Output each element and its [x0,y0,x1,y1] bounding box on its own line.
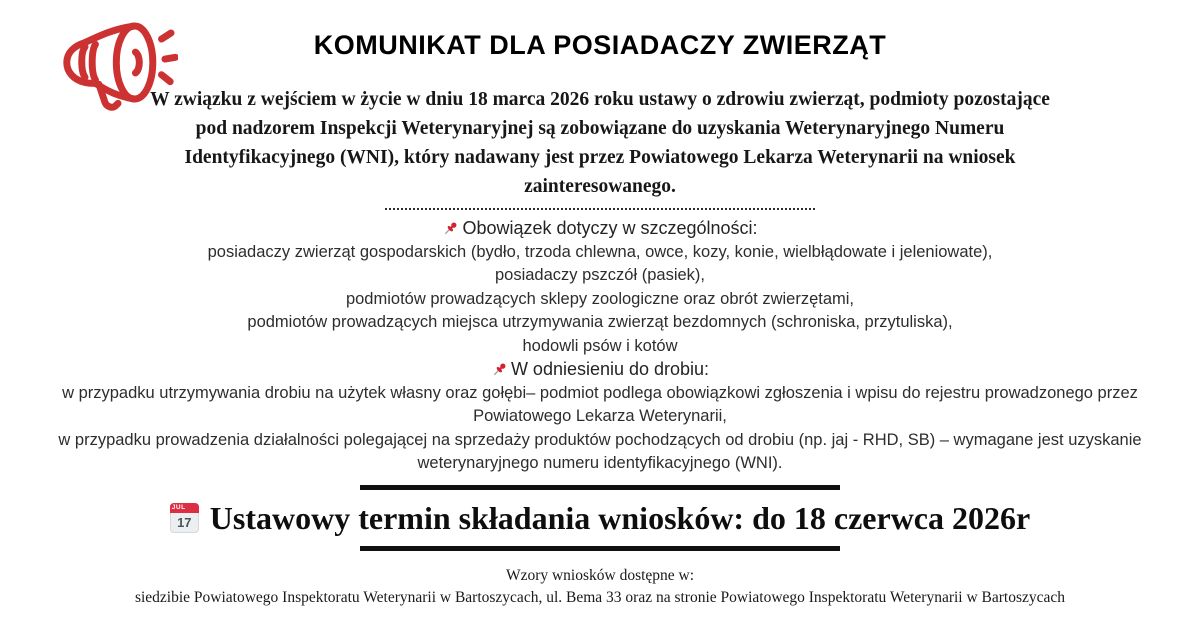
list-item: posiadaczy pszczół (pasiek), [494,266,705,284]
section-header-obligations [13,217,1188,241]
footer-info [0,565,1200,609]
footer-line-availability: Wzory wniosków dostępne w: [505,566,695,584]
list-item: hodowli psów i kotów [522,336,678,355]
obligations-list [13,217,1188,476]
calendar-icon [170,503,199,533]
deadline-text: Ustawowy termin składania wniosków: do 18 czerwca 2026r [209,499,1031,536]
intro-paragraph: W związku z wejściem w życie w dniu 18 marca 2026 roku ustawy o zdrowiu zwierząt, podmioty pozostające pod nadzorem Inspekcji Weterynaryjnej są zobowiązane do uzyskania Weterynaryjnego Numeru Identyfikacyjnego (WNI), który nadawany jest przez Powiatowego Lekarza Weterynarii na wniosek zainteresowanego. [150,89,1050,197]
dotted-divider [385,208,815,210]
list-item: Powiatowego Lekarza Weterynarii, [473,407,727,425]
footer-line-address: siedzibie Powiatowego Inspektoratu Weterynarii w Bartoszycach, ul. Bema 33 oraz na stronie Powiatowego Inspektoratu Weterynarii w Bartoszycach [134,588,1066,606]
calendar-month-label: JUL [170,503,199,513]
calendar-day-label: 17 [177,515,192,530]
section-header-label: W odniesieniu do drobiu: [510,359,710,379]
divider-rule-bottom [360,546,840,551]
page-title: KOMUNIKAT DLA POSIADACZY ZWIERZĄT [313,30,887,60]
list-item: weterynaryjnego numeru identyfikacyjnego (WNI). [417,454,783,472]
megaphone-icon [52,16,178,116]
list-item: posiadaczy zwierząt gospodarskich (bydło, trzoda chlewna, owce, kozy, konie, wielbłądowate i jeleniowate), [207,242,993,261]
list-item: w przypadku prowadzenia działalności polegającej na sprzedaży produktów pochodzących od drobiu (np. jaj - RHD, SB) – wymagane jest uzyskanie [58,430,1142,449]
deadline-heading [0,500,1200,537]
list-item: podmiotów prowadzących miejsca utrzymywania zwierząt bezdomnych (schroniska, przytuliska), [247,313,953,331]
section-header-poultry [13,358,1188,382]
pushpin-icon [442,220,459,237]
list-item: podmiotów prowadzących sklepy zoologiczne oraz obrót zwierzętami, [345,289,855,308]
pushpin-icon [491,361,508,378]
list-item: w przypadku utrzymywania drobiu na użytek własny oraz gołębi– podmiot podlega obowiązkowi zgłoszenia i wpisu do rejestru prowadzonego przez [62,383,1138,402]
section-header-label: Obowiązek dotyczy w szczególności: [462,218,758,238]
divider-rule-top [360,485,840,490]
